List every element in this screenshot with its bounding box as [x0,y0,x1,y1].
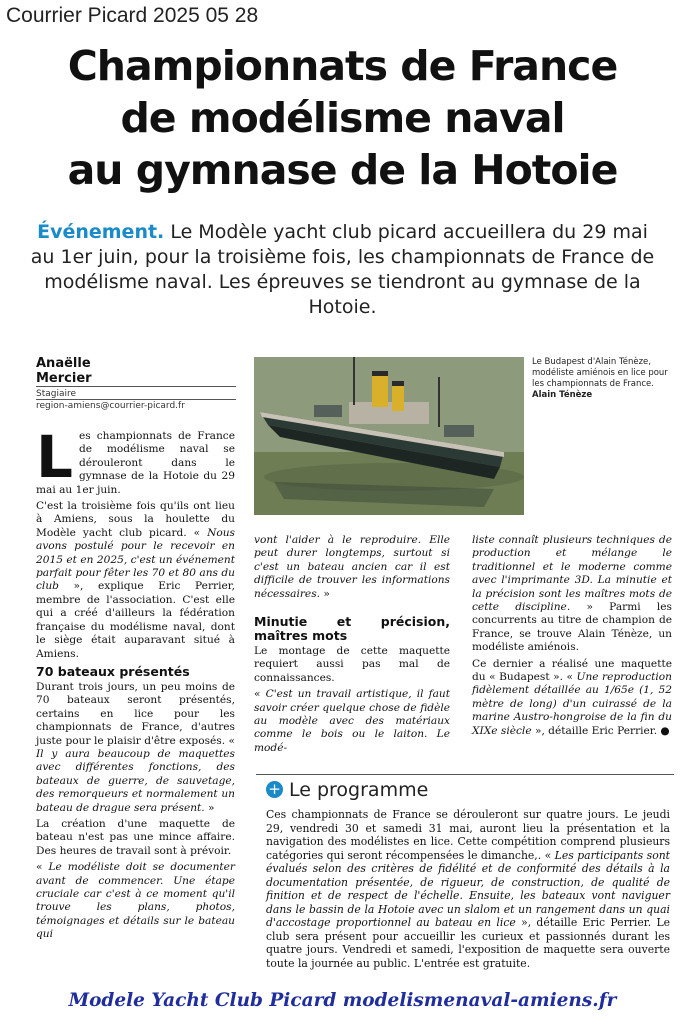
paragraph: Les championnats de France de modélisme naval se dérouleront dans le gymnase de la Hotoie du 29 mai au 1er juin. [36,423,235,496]
paragraph: Durant trois jours, un peu moins de 70 bateaux seront présentés, certains en lice pour les championnats de France, d'autres juste pour le plaisir d'être exposés. « Il y aura beaucoup de maquettes avec différentes fonctions, des bateaux de guerre, de sauvetage, des remorqueurs et normalement un bateau de drague sera présent. » [36,680,235,814]
paragraph: liste connaît plusieurs techniques de production et mélange le traditionnel et le moderne comme avec l'imprimante 3D. La minutie et la précision sont les maîtres mots de cette discipline. » Parmi les concurrents au titre de champion de France, se trouve Alain Ténèze, un modéliste amiénois. [472,534,672,654]
author-name [36,356,92,386]
lead-paragraph [30,220,655,320]
plus-icon: + [266,781,283,798]
article-column-1 [36,423,235,945]
headline [0,40,685,196]
paragraph: Le montage de cette maquette requiert aussi pas mal de connaissances. [254,645,450,684]
newspaper-source: Courrier Picard 2025 05 28 [6,4,259,27]
headline-line-2: de modélisme naval [120,94,565,142]
lead-text: Le Modèle yacht club picard accueillera du 29 mai au 1er juin, pour la troisième fois, les championnats de France de modélisme naval. Les épreuves se tiendront au gymnase de la Hotoie. [30,221,655,318]
ship-model-illustration [254,357,524,515]
paragraph: Ce dernier a réalisé une maquette du « Budapest ». « Une reproduction fidèlement détaillée au 1/65e (1, 52 mètre de long) d'un cuirassé de la marine Austro-hongroise de la fin du XIXe siècle », détaille Eric Perrier. ● [472,657,672,737]
lead-kicker: Événement. [37,221,165,243]
paragraph: « C'est un travail artistique, il faut savoir créer quelque chose de fidèle au modèle avec des matériaux comme le bois ou le laiton. Le modé- [254,688,450,754]
programme-title: + Le programme [266,779,428,801]
author-role: Stagiaire [36,389,77,399]
article-column-2 [254,534,450,758]
author-last-name: Mercier [36,371,92,386]
author-first-name: Anaëlle [36,356,91,371]
headline-line-3: au gymnase de la Hotoie [67,146,618,194]
headline-line-1: Championnats de France [67,42,618,90]
author-divider [36,386,236,387]
programme-text: Ces championnats de France se dérouleront sur quatre jours. Le jeudi 29, vendredi 30 et samedi 31 mai, auront lieu la présentation et la navigation des modélistes en lice. Cette compétition comprend plusieurs catégories qui seront récompensées le dimanche,. « Les participants sont évalués selon des critères de fidélité et de conformité des détails à la documentation présentée, de rigueur, de construction, de qualité de finition et de respect de l'échelle. Ensuite, les bateaux vont naviguer dans le bassin de la Hotoie avec un slalom et un rangement dans un quai d'accostage proportionnel au bateau en lice », détaille Eric Perrier. Le club sera présent pour accueillir les curieux et passionnés durant les quatre jours. Vendredi et samedi, l'exposition de maquette sera ouverte toute la journée au public. L'entrée est gratuite. [266,808,670,970]
paragraph: « Le modéliste doit se documenter avant de commencer. Une étape cruciale car c'est à ce moment qu'il trouve les plans, photos, témoignages et détails sur le bateau qui [36,861,235,941]
paragraph: C'est la troisième fois qu'ils ont lieu à Amiens, sous la houlette du Modèle yacht club picard. « Nous avons postulé pour le recevoir en 2015 et en 2025, c'est un événement parfait pour fêter les 70 et 80 ans du club », explique Eric Perrier, membre de l'association. C'est elle qui a créé d'ailleurs la fédération française du modélisme naval, dont le siège était auparavant situé à Amiens. [36,500,235,660]
author-email: region-amiens@courrier-picard.fr [36,401,185,411]
article-column-3 [472,534,672,741]
drop-cap: L [36,423,73,491]
subheading-minutie: Minutie et précision, maîtres mots [254,614,450,644]
footer-club-website: Modele Yacht Club Picard modelismenaval-amiens.fr [68,990,617,1011]
subheading-70-bateaux: 70 bateaux présentés [36,663,190,679]
photo-credit: Alain Ténèze [532,390,593,400]
photo-caption-text: Le Budapest d'Alain Ténèze, modéliste amiénois en lice pour les championnats de France. [532,357,668,389]
photo-caption [532,357,672,401]
paragraph: La création d'une maquette de bateau n'est pas une mince affaire. Des heures de travail sont à prévoir. [36,817,235,857]
author-divider-2 [36,399,236,400]
paragraph: vont l'aider à le reproduire. Elle peut durer longtemps, surtout si c'est un bateau ancien car il est difficile de trouver les informations nécessaires. » [254,534,450,600]
ship-model-photo [254,357,524,515]
